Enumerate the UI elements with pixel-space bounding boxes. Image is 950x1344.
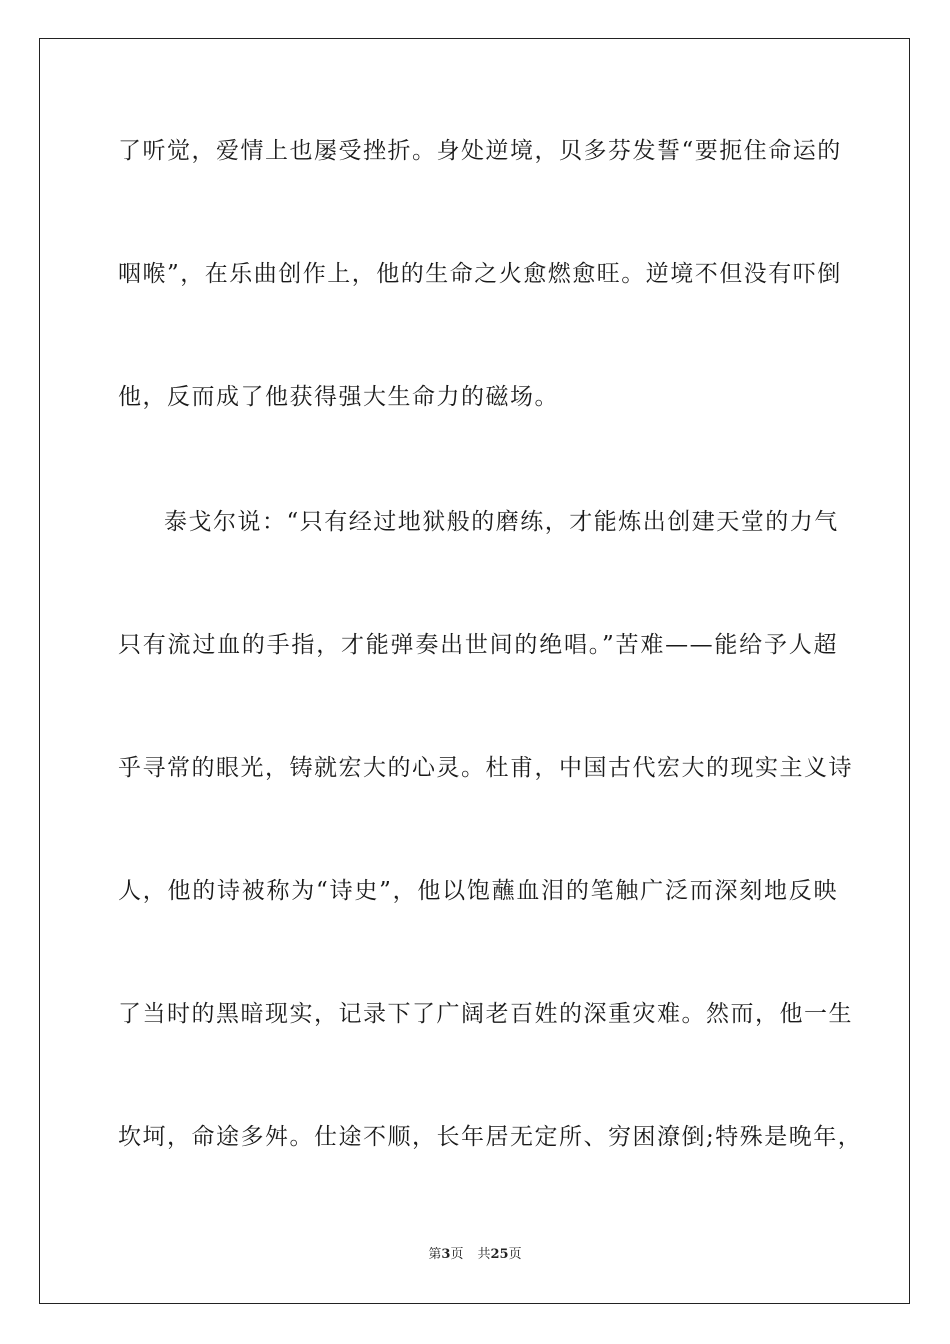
text-line: 了听觉，爱情上也屡受挫折。身处逆境，贝多芬发誓“要扼住命运的 xyxy=(118,138,842,164)
text-line: 乎寻常的眼光，铸就宏大的心灵。杜甫，中国古代宏大的现实主义诗 xyxy=(118,755,853,781)
text-line: 只有流过血的手指，才能弹奏出世间的绝唱。”苦难——能给予人超 xyxy=(118,632,838,658)
text-line: 他，反而成了他获得强大生命力的磁场。 xyxy=(118,384,559,410)
total-pages-indicator: 共25页 xyxy=(477,1247,522,1262)
page-footer xyxy=(0,1246,950,1264)
page-number-indicator: 第3页 xyxy=(428,1247,464,1262)
text-line: 坎坷，命途多舛。仕途不顺，长年居无定所、穷困潦倒;特殊是晚年， xyxy=(118,1124,863,1150)
text-line: 人，他的诗被称为“诗史”，他以饱蘸血泪的笔触广泛而深刻地反映 xyxy=(118,878,838,904)
text-line: 咽喉”，在乐曲创作上，他的生命之火愈燃愈旺。逆境不但没有吓倒 xyxy=(118,261,842,287)
text-line-paragraph-start: 泰戈尔说：“只有经过地狱般的磨练，才能炼出创建天堂的力气 xyxy=(164,509,839,535)
text-line: 了当时的黑暗现实，记录下了广阔老百姓的深重灾难。然而，他一生 xyxy=(118,1001,853,1027)
page-border xyxy=(39,38,910,1304)
